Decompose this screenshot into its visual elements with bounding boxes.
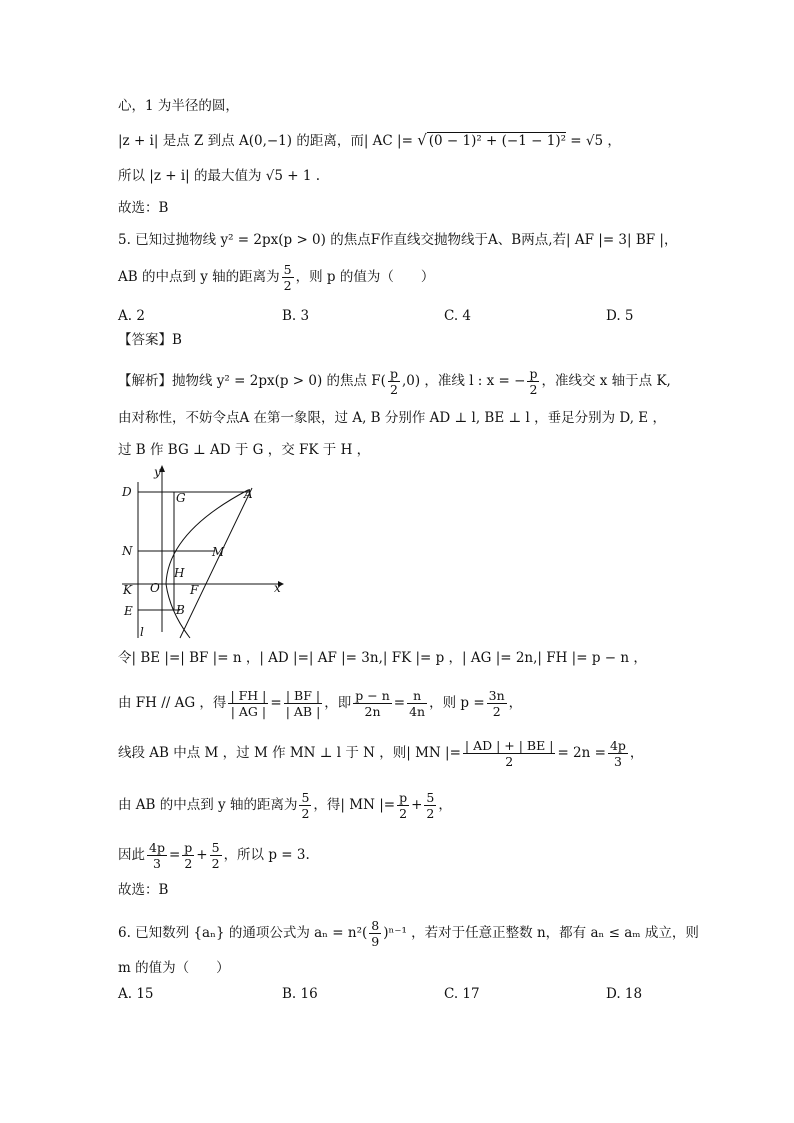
label-k: K — [123, 583, 132, 597]
directrix-fraction — [527, 366, 539, 397]
prev-line-1: 心，1 为半径的圆， — [118, 98, 239, 114]
focal-chord — [180, 488, 252, 638]
sol2-a: 由 FH // AG ，得 — [118, 695, 227, 711]
label-d: D — [122, 485, 132, 499]
frac-4p-3-b — [147, 840, 167, 871]
q5-option-d: D. 5 — [606, 308, 634, 324]
q5-solution-3 — [118, 738, 643, 769]
denominator: | AG | — [230, 704, 267, 719]
label-m: M — [212, 545, 225, 559]
sol4-a: 由 AB 的中点到 y 轴的距离为 — [118, 797, 298, 813]
numerator: p — [529, 366, 538, 381]
sol5-eq: = — [168, 847, 181, 863]
sol2-b: ，即 — [324, 695, 352, 711]
sol2-eq-2: = — [393, 695, 406, 711]
denominator: 2 — [492, 704, 501, 719]
q5-solution-4 — [118, 790, 452, 821]
parabola-figure — [118, 462, 298, 642]
numerator: p − n — [355, 688, 390, 703]
label-n: N — [122, 544, 133, 558]
numerator: 5 — [301, 790, 310, 805]
sol5-a: 因此 — [118, 847, 145, 863]
sol3-b: = 2n = — [557, 745, 606, 761]
denominator: 2 — [389, 382, 398, 397]
frac-3n-2 — [487, 688, 507, 719]
frac-p-2 — [397, 790, 409, 821]
numerator: 5 — [211, 840, 220, 855]
numerator: | AD | + | BE | — [464, 738, 554, 753]
q6-stem-1-b: )ⁿ⁻¹ ，若对于任意正整数 n，都有 aₙ ≤ aₘ 成立，则 — [383, 925, 699, 941]
denominator: 2 — [426, 806, 435, 821]
q5-analysis-2: 由对称性，不妨令点A 在第一象限，过 A, B 分别作 AD ⊥ l, BE ⊥ l ，垂足分别为 D, E ， — [118, 410, 666, 426]
q5-analysis-1-a: 【解析】抛物线 y² = 2px(p > 0) 的焦点 F( — [118, 373, 386, 389]
denominator: 2 — [211, 856, 220, 871]
numerator: p — [389, 366, 398, 381]
q5-fraction-distance — [282, 262, 294, 293]
numerator: p — [399, 790, 408, 805]
numerator: 4p — [149, 840, 165, 855]
frac-5-2 — [299, 790, 311, 821]
sol4-d: ， — [438, 797, 452, 813]
q6-option-a: A. 15 — [118, 986, 154, 1002]
label-f: F — [190, 583, 199, 597]
numerator: 8 — [371, 918, 380, 933]
denominator: 2 — [301, 806, 310, 821]
denominator: 4n — [409, 704, 426, 719]
prev-line-2 — [118, 130, 621, 151]
frac-fh-ag — [228, 688, 268, 719]
numerator: 3n — [488, 688, 505, 703]
label-x: x — [274, 581, 281, 595]
sol4-plus: + — [411, 797, 423, 813]
q5-analysis-1-c: ，准线交 x 轴于点 K, — [541, 373, 671, 389]
denominator: | AB | — [285, 704, 321, 719]
denominator: 2 — [283, 278, 292, 293]
sol4-b: ，得| MN |= — [313, 797, 396, 813]
sol3-c: ， — [629, 745, 644, 761]
q5-stem-2-a: AB 的中点到 y 轴的距离为 — [118, 269, 280, 285]
numerator: p — [184, 840, 193, 855]
q5-final: 故选：B — [118, 882, 169, 898]
sol2-c: ，则 p = — [429, 695, 485, 711]
numerator: n — [407, 688, 427, 704]
denominator: 2 — [505, 754, 514, 769]
sol5-plus: + — [196, 847, 208, 863]
q5-solution-2 — [118, 688, 522, 719]
numerator: | BF | — [284, 688, 323, 704]
q6-stem-2: m 的值为（ ） — [118, 960, 230, 976]
sol3-a: 线段 AB 中点 M ，过 M 作 MN ⊥ l 于 N ，则| MN |= — [118, 745, 461, 761]
q5-stem-2 — [118, 262, 434, 293]
numerator: 5 — [426, 790, 435, 805]
q5-option-c: C. 4 — [444, 308, 472, 324]
denominator: 2 — [184, 856, 193, 871]
q6-option-b: B. 16 — [282, 986, 318, 1002]
q5-option-a: A. 2 — [118, 308, 145, 324]
frac-5-2-b — [424, 790, 436, 821]
q5-solution-1: 令| BE |=| BF |= n ，| AD |=| AF |= 3n,| FK |= p ，| AG |= 2n,| FH |= p − n ， — [118, 650, 647, 666]
sol2-eq: = — [270, 695, 282, 711]
numerator: | FH | — [230, 688, 267, 703]
denominator: 3 — [613, 754, 622, 769]
denominator: 9 — [371, 934, 380, 949]
frac-5-2-c — [210, 840, 222, 871]
prev-line-2-a: |z + i| 是点 Z 到点 A(0,−1) 的距离，而| AC |= — [118, 133, 418, 149]
q5-answer: 【答案】B — [118, 332, 182, 348]
q5-analysis-3: 过 B 作 BG ⊥ AD 于 G ，交 FK 于 H ， — [118, 442, 371, 458]
frac-8-9 — [369, 918, 381, 949]
sol2-d: ， — [508, 695, 523, 711]
q5-analysis-1 — [118, 366, 671, 397]
label-o: O — [150, 581, 160, 595]
sol5-d: ，所以 p = 3. — [223, 847, 310, 863]
label-b: B — [176, 603, 185, 617]
q5-solution-5 — [118, 840, 310, 871]
label-y: y — [154, 465, 161, 479]
frac-pn-2n — [353, 688, 391, 719]
q6-option-c: C. 17 — [444, 986, 480, 1002]
sqrt-sign: √ — [417, 131, 427, 149]
denominator: 2 — [529, 382, 538, 397]
label-e: E — [124, 604, 133, 618]
q5-stem-1: 5. 已知过抛物线 y² = 2px(p > 0) 的焦点F作直线交抛物线于A、B两点,若| AF |= 3| BF |， — [118, 232, 678, 248]
denominator: 2 — [399, 806, 408, 821]
prev-line-4: 故选：B — [118, 200, 169, 216]
label-h: H — [174, 566, 185, 580]
denominator: 3 — [153, 856, 161, 871]
frac-ad-be — [463, 738, 556, 769]
prev-line-2-c: = √5 ， — [566, 133, 621, 149]
prev-line-2-radicand: (0 − 1)² + (−1 − 1)² — [428, 133, 566, 149]
frac-4p-3 — [608, 738, 628, 769]
q6-stem-1-a: 6. 已知数列 {aₙ} 的通项公式为 aₙ = n²( — [118, 925, 368, 941]
q6-option-d: D. 18 — [606, 986, 643, 1002]
q5-analysis-1-b: ,0) ，准线 l : x = − — [401, 373, 526, 389]
q5-option-b: B. 3 — [282, 308, 310, 324]
label-l: l — [140, 625, 144, 639]
label-a: A — [244, 487, 253, 501]
focus-fraction — [388, 366, 400, 397]
q6-stem-1 — [118, 918, 699, 949]
label-g: G — [176, 491, 186, 505]
numerator: 5 — [283, 262, 292, 277]
q5-stem-2-b: ，则 p 的值为（ ） — [295, 269, 435, 285]
numerator: 4p — [609, 738, 626, 753]
frac-n-4n — [407, 688, 427, 719]
prev-line-3: 所以 |z + i| 的最大值为 √5 + 1 . — [118, 168, 321, 184]
denominator: 2n — [364, 704, 381, 719]
frac-bf-ab — [284, 688, 323, 719]
frac-p-2-b — [182, 840, 194, 871]
